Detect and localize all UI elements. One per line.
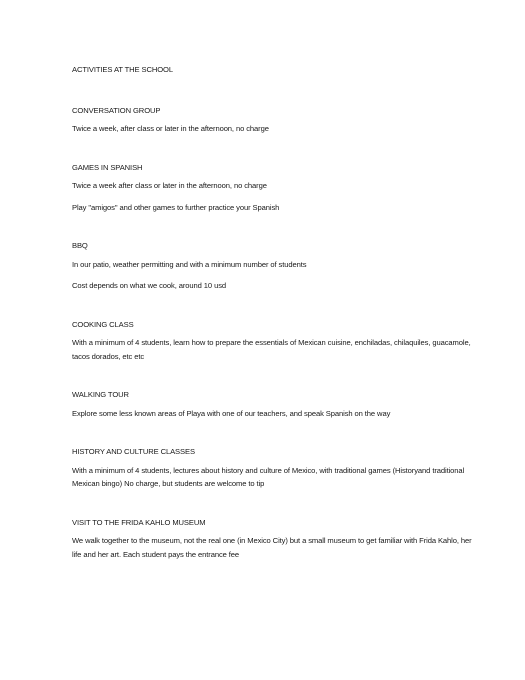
- section-text: Twice a week, after class or later in the afternoon, no charge: [72, 124, 269, 133]
- section-bbq: [72, 239, 472, 293]
- document-content: [72, 63, 472, 586]
- section-text: Cost depends on what we cook, around 10 usd: [72, 281, 227, 290]
- section-heading: VISIT TO THE FRIDA KAHLO MUSEUM: [72, 517, 206, 527]
- section-text: Twice a week after class or later in the afternoon, no charge: [72, 181, 267, 190]
- section-heading: CONVERSATION GROUP: [72, 105, 161, 115]
- section-text: In our patio, weather permitting and with a minimum number of students: [72, 259, 307, 269]
- section-walking-tour: [72, 388, 472, 420]
- section-heading: GAMES IN SPANISH: [72, 162, 143, 172]
- section-history-and-culture: [72, 445, 472, 491]
- document-title: ACTIVITIES AT THE SCHOOL: [72, 65, 173, 74]
- section-text: With a minimum of 4 students, lectures about history and culture of Mexico, with traditional games (Historyand traditional Mexican bingo) No charge, but students are welcome to tip: [72, 465, 465, 488]
- section-text: With a minimum of 4 students, learn how to prepare the essentials of Mexican cuisine, enchiladas, chilaquiles, guacamole, tacos dorados, etc etc: [72, 338, 471, 361]
- section-conversation-group: [72, 104, 472, 136]
- section-heading: WALKING TOUR: [72, 390, 129, 399]
- section-heading: COOKING CLASS: [72, 319, 134, 329]
- section-games-in-spanish: [72, 161, 472, 215]
- section-text: We walk together to the museum, not the real one (in Mexico City) but a small museum to get familiar with Frida Kahlo, her life and her art. Each student pays the entrance fee: [72, 536, 472, 559]
- section-heading: BBQ: [72, 241, 88, 250]
- section-heading: HISTORY AND CULTURE CLASSES: [72, 447, 195, 456]
- section-cooking-class: [72, 318, 472, 364]
- section-text: Play "amigos" and other games to further practice your Spanish: [72, 202, 280, 212]
- section-frida-kahlo-museum: [72, 516, 472, 562]
- section-text: Explore some less known areas of Playa with one of our teachers, and speak Spanish on the way: [72, 408, 391, 418]
